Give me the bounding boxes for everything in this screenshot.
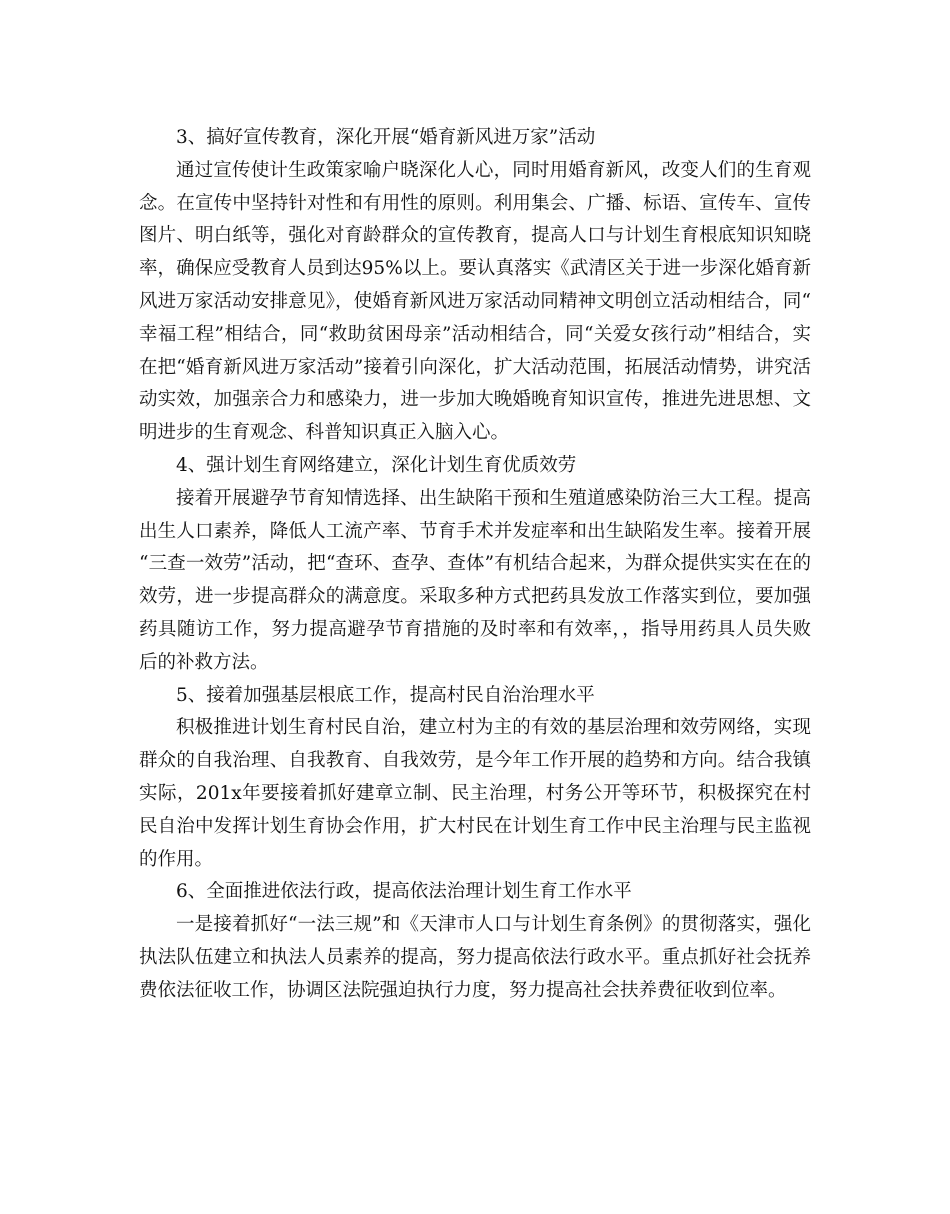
section-heading-4: 4、强计划生育网络建立，深化计划生育优质效劳: [176, 454, 577, 476]
section-paragraph-3: 通过宣传使计生政策家喻户晓深化人心，同时用婚育新风，改变人们的生育观念。在宣传中坚持针对性和有用性的原则。利用集会、广播、标语、宣传车、宣传图片、明白纸等，强化对育龄群众的宣传教育，提高人口与计划生育根底知识知晓率，确保应受教育人员到达95%以上。要认真落实《武清区关于进一步深化婚育新风进万家活动安排意见》，使婚育新风进万家活动同精神文明创立活动相结合，同“幸福工程”相结合，同“救助贫困母亲”活动相结合，同“关爱女孩行动”相结合，实在把“婚育新风进万家活动”接着引向深化，扩大活动范围，拓展活动情势，讲究活动实效，加强亲合力和感染力，进一步加大晚婚晚育知识宣传，推进先进思想、文明进步的生育观念、科普知识真正入脑入心。: [139, 159, 811, 444]
section-heading-3: 3、搞好宣传教育，深化开展“婚育新风进万家”活动: [176, 127, 596, 148]
document-body: [139, 122, 811, 1008]
section-paragraph-4: 接着开展避孕节育知情选择、出生缺陷干预和生殖道感染防治三大工程。提高出生人口素养，降低人工流产率、节育手术并发症率和出生缺陷发生率。接着开展“三查一效劳”活动，把“查环、查孕、查体”有机结合起来，为群众提供实实在在的效劳，进一步提高群众的满意度。采取多种方式把药具发放工作落实到位，要加强药具随访工作，努力提高避孕节育措施的及时率和有效率，，指导用药具人员失败后的补救方法。: [139, 487, 811, 673]
section-paragraph-5: 积极推进计划生育村民自治，建立村为主的有效的基层治理和效劳网络，实现群众的自我治理、自我教育、自我效劳，是今年工作开展的趋势和方向。结合我镇实际，201x年要接着抓好建章立制、民主治理，村务公开等环节，积极探究在村民自治中发挥计划生育协会作用，扩大村民在计划生育工作中民主治理与民主监视的作用。: [139, 717, 811, 870]
section-paragraph-6: 一是接着抓好“一法三规”和《天津市人口与计划生育条例》的贯彻落实，强化执法队伍建立和执法人员素养的提高，努力提高依法行政水平。重点抓好社会抚养费依法征收工作，协调区法院强迫执行力度，努力提高社会扶养费征收到位率。: [139, 914, 811, 1001]
section-heading-6: 6、全面推进依法行政，提高依法治理计划生育工作水平: [176, 881, 632, 903]
section-heading-5: 5、接着加强基层根底工作，提高村民自治治理水平: [176, 684, 595, 706]
